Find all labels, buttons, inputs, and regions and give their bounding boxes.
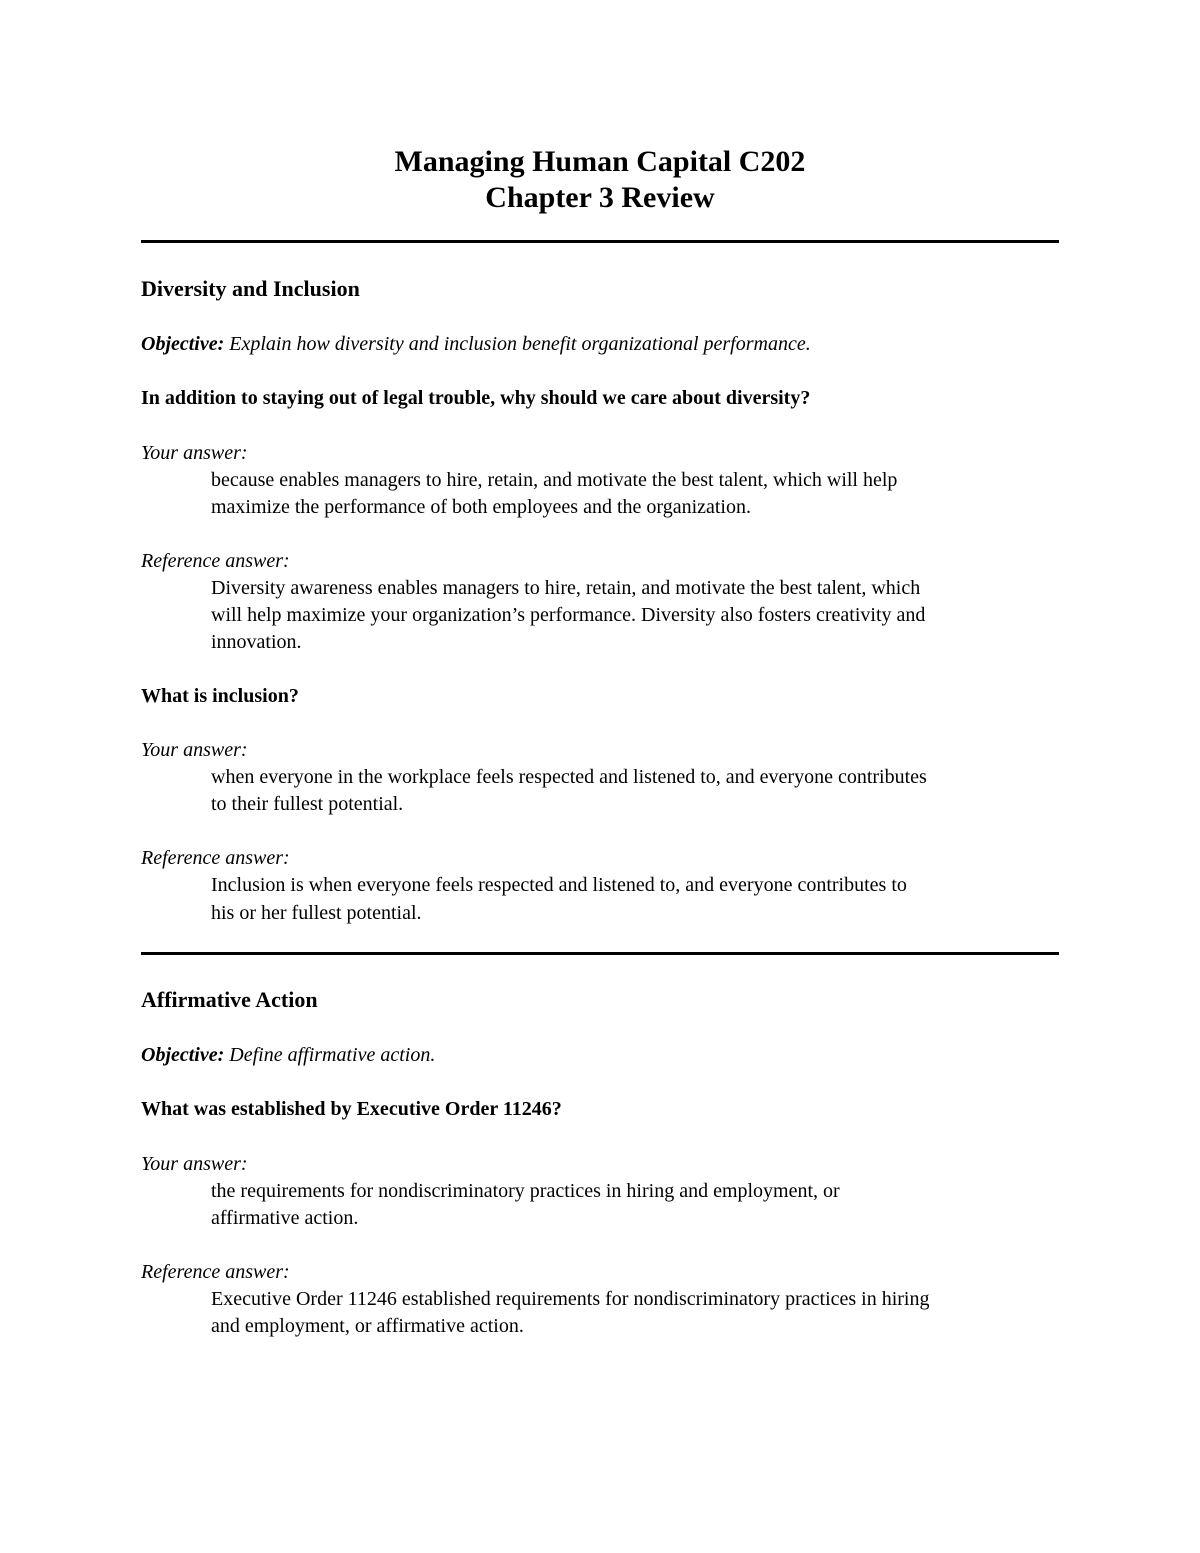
reference-answer-line: Inclusion is when everyone feels respected and listened to, and everyone contributes to bbox=[211, 874, 907, 896]
document-subtitle: Chapter 3 Review bbox=[485, 181, 715, 214]
objective-line bbox=[141, 1042, 435, 1068]
your-answer-line: to their fullest potential. bbox=[211, 793, 404, 815]
question-text: In addition to staying out of legal trouble, why should we care about diversity? bbox=[141, 387, 811, 409]
reference-answer-line: Diversity awareness enables managers to hire, retain, and motivate the best talent, which bbox=[211, 577, 921, 599]
your-answer-line: the requirements for nondiscriminatory practices in hiring and employment, or bbox=[211, 1180, 840, 1202]
reference-answer-line: Executive Order 11246 established requirements for nondiscriminatory practices in hiring bbox=[211, 1288, 930, 1310]
reference-answer-line: his or her fullest potential. bbox=[211, 902, 422, 924]
reference-answer-line: and employment, or affirmative action. bbox=[211, 1315, 524, 1337]
objective-label: Objective: bbox=[141, 333, 225, 355]
section-divider bbox=[141, 240, 1059, 243]
objective-text: Define affirmative action. bbox=[229, 1044, 436, 1066]
document-title: Managing Human Capital C202 bbox=[394, 145, 806, 178]
your-answer-line: affirmative action. bbox=[211, 1207, 359, 1229]
question-text: What is inclusion? bbox=[141, 685, 299, 707]
question-text: What was established by Executive Order 11246? bbox=[141, 1098, 562, 1120]
reference-answer-label: Reference answer: bbox=[141, 1261, 290, 1283]
objective-text: Explain how diversity and inclusion benefit organizational performance. bbox=[229, 333, 811, 355]
objective-line bbox=[141, 331, 811, 357]
section-heading-affirmative-action: Affirmative Action bbox=[141, 987, 318, 1012]
objective-label: Objective: bbox=[141, 1044, 225, 1066]
your-answer-line: because enables managers to hire, retain, and motivate the best talent, which will help bbox=[211, 469, 898, 491]
reference-answer-label: Reference answer: bbox=[141, 847, 290, 869]
your-answer-label: Your answer: bbox=[141, 739, 248, 761]
reference-answer-line: will help maximize your organization’s performance. Diversity also fosters creativity and bbox=[211, 604, 926, 626]
reference-answer-line: innovation. bbox=[211, 631, 302, 653]
your-answer-line: when everyone in the workplace feels respected and listened to, and everyone contributes bbox=[211, 766, 927, 788]
your-answer-label: Your answer: bbox=[141, 442, 248, 464]
your-answer-line: maximize the performance of both employees and the organization. bbox=[211, 496, 751, 518]
your-answer-label: Your answer: bbox=[141, 1153, 248, 1175]
section-divider bbox=[141, 952, 1059, 955]
section-heading-diversity-inclusion: Diversity and Inclusion bbox=[141, 276, 360, 301]
reference-answer-label: Reference answer: bbox=[141, 550, 290, 572]
